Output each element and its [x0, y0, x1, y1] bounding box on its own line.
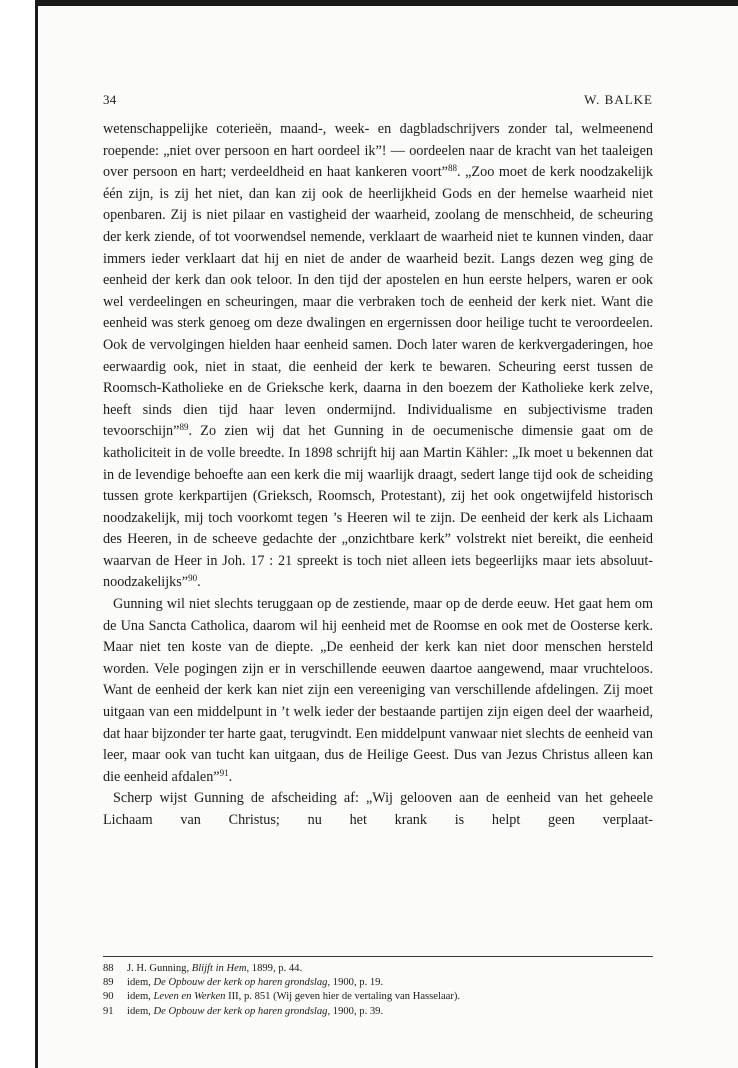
- footnote-rule: [103, 956, 653, 957]
- footnotes: [103, 962, 663, 1019]
- footnote-number: 90: [103, 991, 114, 1003]
- footnote-title: De Opbouw der kerk op haren grondslag: [153, 1005, 328, 1017]
- footnote-author: idem,: [127, 991, 154, 1003]
- text-run: wetenschappelijke coterieën, maand-, week- en dagbladschrijvers zonder tal, welmeenend roepende: „niet over persoon en hart oordeel ik”! — oordeelen naar de kracht van het taaleigen over persoon en hart; verdeeldheid en haat kankeren voort”: [103, 121, 653, 181]
- footnote-details: , 1900, p. 39.: [327, 1005, 384, 1017]
- footnote-number: 88: [103, 963, 114, 974]
- footnote-88: [103, 962, 663, 976]
- footnote-title: Blijft in Hem: [191, 963, 247, 974]
- paragraph-3: [103, 788, 653, 831]
- footnote-number: 91: [103, 1005, 114, 1017]
- text-run: Scherp wijst Gunning de afscheiding af: „Wij gelooven aan de eenheid van het geheele Lichaam van Christus; nu het krank is helpt geen verplaat-: [103, 790, 653, 828]
- paragraph-2: [103, 594, 653, 788]
- text-run: .: [197, 574, 201, 591]
- running-head-author: W. BALKE: [584, 92, 653, 107]
- footnote-author: idem,: [127, 977, 154, 989]
- footnote-title: Leven en Werken: [153, 991, 226, 1003]
- footnote-90: [103, 990, 663, 1004]
- text-run: . „Zoo moet de kerk noodzakelijk één zijn, is zij het niet, dan kan zij ook de heerlijkheid Gods en der hemelse waarheid niet openbaren. Zij is niet pilaar en vastigheid der waarheid, zoolang de menschheid, de scheuring der kerk ziende, of tot voorwendsel nemende, verklaart de waarheid niet te kunnen vinden, daar immers ieder verklaart dat hij en niet de ander de waarheid bezit. Langs dezen weg ging de eenheid der kerk dan ook teloor. In den tijd der apostelen en hun eerste helpers, waren er ook wel verdeelingen en scheuringen, maar die verbraken toch de eenheid der kerk niet. Want die eenheid was sterk genoeg om deze dwalingen en ergernissen door heilige tucht te veroordeelen. Ook de vervolgingen hielden haar eenheid samen. Doch later waren de kerkvergaderingen, hoe eerwaardig ook, niet in staat, die eenheid der kerk te bewaren. Scheuring eerst tussen de Roomsch-Katholieke en de Grieksche kerk, daarna in den boezem der Katholieke kerk zelve, heeft sinds dien tijd haar leven ondermijnd. Individualisme en subjectivisme traden tevoorschijn”: [103, 164, 653, 440]
- footnote-title: De Opbouw der kerk op haren grondslag: [153, 977, 328, 989]
- footnote-ref-90: 90: [188, 573, 198, 584]
- footnote-ref-91: 91: [219, 767, 229, 778]
- text-run: . Zo zien wij dat het Gunning in de oecumenische dimensie gaat om de katholiciteit in de volle breedte. In 1898 schrijft hij aan Martin Kähler: „Ik moet u bekennen dat in de levendige behoefte aan een kerk die mij waarlijk draagt, sedert lange tijd ook de scheiding tussen grote kerkpartijen (Grieksch, Roomsch, Protestant), zij het ook ongetwijfeld historisch noodzakelijk, mij toch voorkomt tegen ’s Heeren wil te zijn. De eenheid der kerk als Lichaam des Heeren, in de scheeve gedachte der „onzichtbare kerk” volstrekt niet bereikt, die eenheid waarvan de Heer in Joh. 17 : 21 spreekt is toch niet alleen iets begeerlijks maar iets absoluut-noodzakelijks”: [103, 423, 653, 591]
- footnote-author: J. H. Gunning,: [127, 963, 192, 974]
- footnote-ref-88: 88: [447, 163, 457, 174]
- footnote-details: , 1900, p. 19.: [327, 977, 384, 989]
- footnote-ref-89: 89: [179, 422, 189, 433]
- footnote-details: , 1899, p. 44.: [246, 963, 303, 974]
- text-run: Gunning wil niet slechts teruggaan op de zestiende, maar op de derde eeuw. Het gaat hem om de Una Sancta Catholica, daarom wil hij eenheid met de Roomse en ook met de Oosterse kerk. Maar niet ten koste van de diepte. „De eenheid der kerk kan niet door menschen hersteld worden. Vele pogingen zijn er in verschillende eeuwen daartoe aangewend, maar vruchteloos. Want de eenheid der kerk kan niet zijn een vereeniging van verschillende afdelingen. Zij moet uitgaan van een middelpunt in ’t welk ieder der bestaande partijen zijn eigen deel der waarheid, dat haar bijzonder ter harte gaat, terugvindt. Een middelpunt vanwaar niet slechts de eenheid van leer, maar ook van tucht kan uitgaan, dus de Heilige Geest. Dus van Jezus Christus alleen kan die eenheid afdalen”: [103, 596, 653, 785]
- footnote-number: 89: [103, 977, 114, 989]
- page-number: 34: [103, 92, 117, 107]
- text-run: .: [228, 768, 233, 785]
- footnote-91: [103, 1005, 663, 1019]
- paragraph-1: [103, 119, 653, 594]
- footnote-author: idem,: [127, 1005, 154, 1017]
- footnote-89: [103, 976, 663, 990]
- footnote-details: III, p. 851 (Wij geven hier de vertaling van Hasselaar).: [225, 991, 461, 1003]
- body-text: [103, 119, 653, 832]
